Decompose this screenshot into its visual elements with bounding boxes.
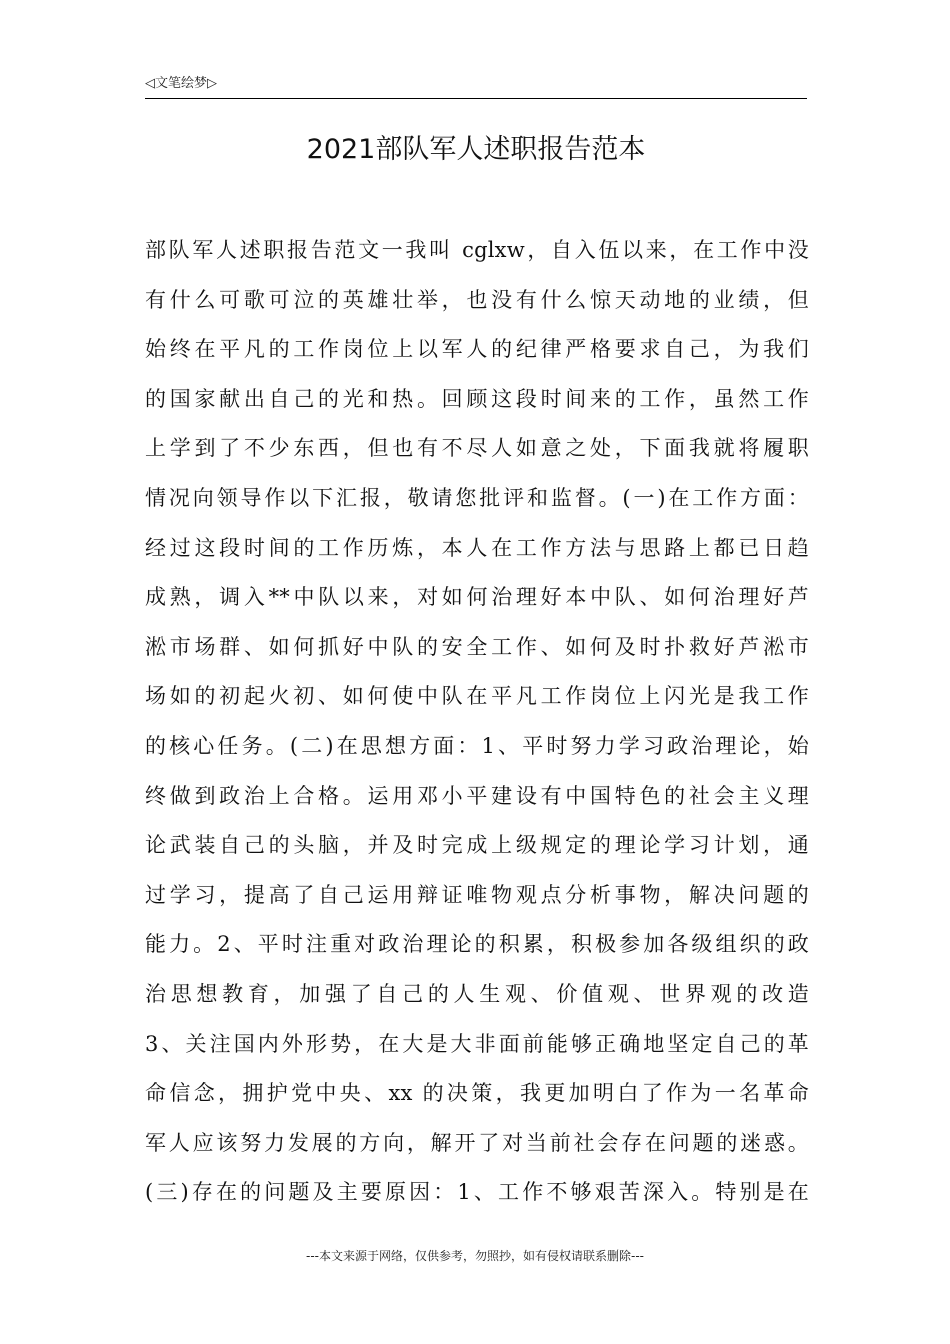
body-line: 场如的初起火初、如何使中队在平凡工作岗位上闪光是我工作 <box>145 684 809 709</box>
body-line: 能力。2、平时注重对政治理论的积累，积极参加各级组织的政 <box>145 932 809 957</box>
body-line: 成熟，调入**中队以来，对如何治理好本中队、如何治理好芦 <box>145 585 809 610</box>
body-line: 过学习，提高了自己运用辩证唯物观点分析事物，解决问题的 <box>145 882 809 907</box>
body-line: 部队军人述职报告范文一我叫 cglxw，自入伍以来，在工作中没 <box>145 238 809 262</box>
body-line: 论武装自己的头脑，并及时完成上级规定的理论学习计划，通 <box>145 833 809 858</box>
body-line: 的核心任务。(二)在思想方面：1、平时努力学习政治理论，始 <box>145 733 809 758</box>
body-line: 淞市场群、如何抓好中队的安全工作、如何及时扑救好芦淞市 <box>145 634 809 659</box>
body-line: 终做到政治上合格。运用邓小平建设有中国特色的社会主义理 <box>145 783 809 808</box>
header-brand: ◁文笔绘梦▷ <box>145 76 217 91</box>
body-line: 治思想教育，加强了自己的人生观、价值观、世界观的改造 <box>145 981 809 1006</box>
body-line: 命信念，拥护党中央、xx 的决策，我更加明白了作为一名革命 <box>145 1081 809 1106</box>
document-title: 2021部队军人述职报告范本 <box>306 134 646 165</box>
body-line: 上学到了不少东西，但也有不尽人如意之处，下面我就将履职 <box>145 436 809 461</box>
body-line: 军人应该努力发展的方向，解开了对当前社会存在问题的迷惑。 <box>145 1130 809 1155</box>
body-line: 情况向领导作以下汇报，敬请您批评和监督。(一)在工作方面： <box>145 485 809 510</box>
document-body <box>145 226 809 1218</box>
body-line: 的国家献出自己的光和热。回顾这段时间来的工作，虽然工作 <box>145 386 809 411</box>
body-line: 经过这段时间的工作历炼，本人在工作方法与思路上都已日趋 <box>145 535 809 560</box>
body-line: 3、关注国内外形势，在大是大非面前能够正确地坚定自己的革 <box>145 1031 809 1056</box>
page-footer-disclaimer: ---本文来源于网络，仅供参考，勿照抄，如有侵权请联系删除--- <box>306 1249 644 1263</box>
body-line: 有什么可歌可泣的英雄壮举，也没有什么惊天动地的业绩，但 <box>145 287 809 312</box>
page-header <box>145 74 807 99</box>
body-line: 始终在平凡的工作岗位上以军人的纪律严格要求自己，为我们 <box>145 337 809 362</box>
body-line: (三)存在的问题及主要原因：1、工作不够艰苦深入。特别是在 <box>145 1180 809 1205</box>
